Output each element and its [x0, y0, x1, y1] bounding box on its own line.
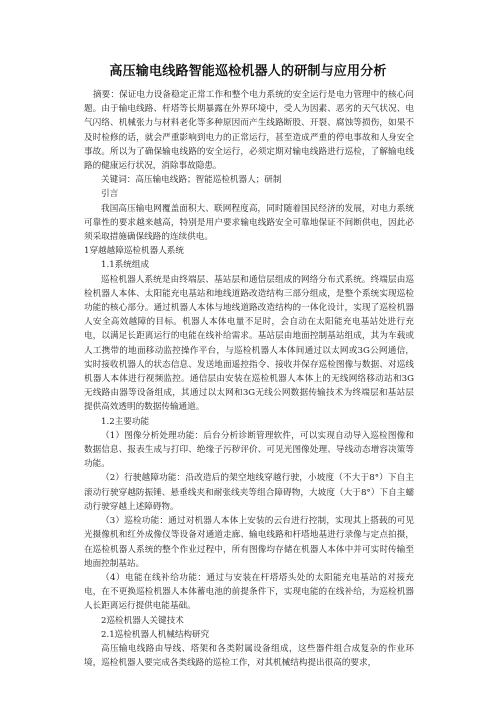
subsection-heading-2-1: 2.1巡检机器人机械结构研究 [101, 629, 210, 640]
subsection-heading-1-2: 1.2主要功能 [101, 416, 150, 427]
section-heading-1: 1穿越越障巡检机器人系统 [84, 246, 184, 257]
intro-paragraph: 我国高压输电网覆盖面积大、联网程度高，同时随着国民经济的发展，对电力系统可靠性的要求越来越高，特别是用户要求输电线路安全可靠地保证不间断供电，因此必须采取措施确保线路的连续供电。 [84, 203, 414, 243]
paper-title: 高压输电线路智能巡检机器人的研制与应用分析 [109, 64, 387, 79]
function-item-2: （2）行驶越障功能：沿改造后的架空地线穿越行驶，小坡度（不大于8°）下自主滚动行驶穿越防振锤、悬垂线夹和耐张线夹等组合障碍物，大坡度（大于8°）下自主蠕动行驶穿越上述障碍物。 [84, 473, 414, 512]
function-item-3: （3）巡检功能：通过对机器人本体上安装的云台进行控制，实现其上搭载的可见光摄像机和红外成像仪等设备对通道走廊、输电线路和杆塔地基进行录像与定点拍摄，在巡检机器人系统的整个作业过程中，所有图像均存储在机器人本体中并可实时传输至地面控制基站。 [84, 516, 414, 569]
paper-body [84, 88, 414, 670]
subsection-heading-1-1: 1.1系统组成 [101, 260, 150, 271]
section-heading-2: 2巡检机器人关键技术 [101, 615, 184, 626]
function-item-4: （4）电能在线补给功能：通过与安装在杆塔塔头处的太阳能充电基站的对接充电，在不更换巡检机器人本体蓄电池的前提条件下，实现电能的在线补给，为巡检机器人长距离运行提供电能基础。 [84, 572, 414, 612]
section-heading-intro: 引言 [101, 189, 119, 200]
abstract-paragraph: 摘要：保证电力设备稳定正常工作和整个电力系统的安全运行是电力管理中的核心问题。由于输电线路、杆塔等长期暴露在外界环境中，受人为因素、恶劣的天气状况、电气闪络、机械张力与材料老化等多种原因而产生线路断股、开裂、腐蚀等损伤，如果不及时检修的话，就会严重影响到电力的正常运行，甚至造成严重的停电事故和人身安全事故。所以为了确保输电线路的安全运行，必须定期对输电线路进行巡检，了解输电线路的健康运行状况，消除事故隐患。 [84, 90, 414, 172]
mechanical-structure-paragraph: 高压输电线路由导线、塔架和各类附属设备组成，这些器件组合成复杂的作业环境，巡检机器人要完成各类线路的巡检工作，对其机械结构提出很高的要求， [84, 643, 414, 669]
system-composition-paragraph: 巡检机器人系统是由终端层、基站层和通信层组成的网络分布式系统。终端层由巡检机器人本体、太阳能充电基站和地线道路改造结构三部分组成，是整个系统实现巡检功能的核心部分。通过机器人本体与地线道路改造结构的一体化设计，实现了巡检机器人安全高效越障的目标。机器人本体电量不足时，会自动在太阳能充电基站处进行充电，以满足长距离运行的电能在线补给需求。基站层由地面控制基站组成，其为车载或人工携带的地面移动监控操作平台，与巡检机器人本体间通过以太网或3G公网通信，实时接收机器人的状态信息、发送地面遥控指令、接收并保存巡检图像与数据、对巡线机器人本体进行视频监控。通信层由安装在巡检机器人本体上的无线网络移动站和3G无线路由器等设备组成，其通过以太网和3G无线公网数据传输技术为终端层和基站层提供高效透明的数据传输通道。 [84, 274, 414, 413]
function-item-1: （1）图像分析处理功能：后台分析诊断管理软件，可以实现自动导入巡检图像和数据信息、报表生成与打印、绝缘子污秽评价、可见光图像处理、导线动态增容决策等功能。 [84, 430, 414, 470]
keywords-line: 关键词：高压输电线路；智能巡检机器人；研制 [101, 175, 282, 186]
